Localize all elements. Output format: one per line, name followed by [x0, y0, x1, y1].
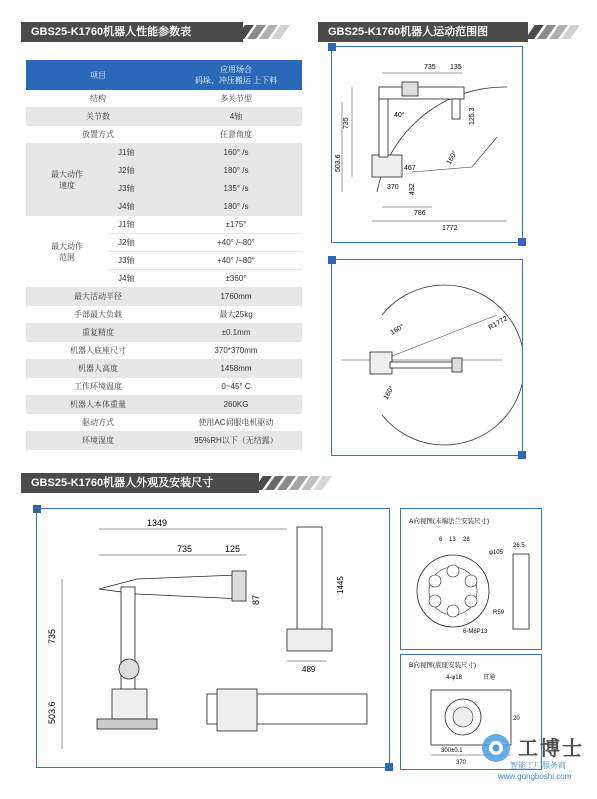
- dim-label: 160°: [445, 149, 459, 166]
- dim-label: 20: [513, 716, 520, 722]
- table-row: [26, 144, 302, 162]
- dim-label: 503.6: [47, 701, 57, 724]
- row-value: 1458mm: [170, 360, 302, 378]
- range-section-title: GBS25-K1760机器人运动范围图: [318, 22, 528, 42]
- dim-label: 4-φ18: [446, 675, 462, 681]
- row-value: ±360°: [170, 270, 302, 288]
- dim-label: 503.6: [335, 154, 342, 172]
- view-a-panel: [400, 508, 542, 650]
- dim-label: R1772: [487, 315, 509, 332]
- dim-label: 735: [177, 544, 193, 554]
- row-value: 160° /s: [170, 144, 302, 162]
- row-value: 0~45° C: [170, 378, 302, 396]
- dim-label: 370: [387, 184, 399, 191]
- panel-corner-mark: [328, 256, 336, 264]
- dim-label: 40°: [394, 112, 405, 119]
- range-label-line2: 范围: [59, 252, 75, 262]
- dim-label: 160°: [382, 384, 396, 401]
- row-value: 1760mm: [170, 288, 302, 306]
- panel-corner-mark: [33, 505, 41, 513]
- table-row: [26, 432, 302, 450]
- dim-label: 26.5: [513, 543, 525, 549]
- table-row: [26, 288, 302, 306]
- range-group-label: [26, 216, 108, 288]
- row-label: 结构: [26, 90, 170, 108]
- axis-label: J2轴: [108, 162, 170, 180]
- dim-label: 735: [424, 64, 436, 71]
- brand-slogan: 智能工厂服务商: [510, 761, 566, 770]
- dim-label: 1445: [336, 576, 345, 594]
- dim-label: 467: [404, 165, 416, 172]
- table-row: [26, 90, 302, 108]
- axis-label: J1轴: [108, 216, 170, 234]
- panel-corner-mark: [328, 43, 336, 51]
- dim-label: 13: [449, 537, 456, 543]
- speed-label-line2: 速度: [59, 180, 75, 190]
- view-a-drawing: [401, 509, 541, 649]
- row-value: +40° /–80°: [170, 234, 302, 252]
- dim-label: R59: [493, 610, 505, 616]
- row-label: 手部最大负载: [26, 306, 170, 324]
- header-application: [170, 60, 302, 90]
- row-value: 任意角度: [170, 126, 302, 144]
- title-stripes-decoration: [530, 25, 578, 39]
- range-label-line1: 最大动作: [51, 241, 83, 251]
- dim-label: 786: [414, 210, 426, 217]
- dim-label: 735: [343, 117, 350, 129]
- row-value: 180° /s: [170, 198, 302, 216]
- dim-label: 735: [47, 628, 57, 644]
- row-value: ±0.1mm: [170, 324, 302, 342]
- view-b-title: B向视图(底座安装尺寸): [409, 662, 477, 669]
- row-value: 260KG: [170, 396, 302, 414]
- dim-label: 6-M6P13: [463, 629, 488, 635]
- performance-spec-table: [26, 60, 302, 450]
- dim-label: 1772: [442, 225, 458, 232]
- axis-label: J2轴: [108, 234, 170, 252]
- table-row: [26, 378, 302, 396]
- brand-url: www.gongboshi.com: [498, 772, 572, 781]
- row-label: 关节数: [26, 108, 170, 126]
- dim-label: 1349: [147, 518, 168, 528]
- header-application-line1: 应用场合: [220, 65, 252, 74]
- header-application-line2: 码垛、冲压搬运 上下料: [194, 76, 278, 85]
- row-value: 370*370mm: [170, 342, 302, 360]
- brand-logo-icon: [480, 732, 512, 764]
- panel-corner-mark: [518, 451, 526, 459]
- axis-label: J3轴: [108, 180, 170, 198]
- panel-corner-mark: [518, 238, 526, 246]
- range-side-view-drawing: [332, 47, 522, 242]
- row-value: 最大25kg: [170, 306, 302, 324]
- table-row: [26, 324, 302, 342]
- row-label: 环境湿度: [26, 432, 170, 450]
- table-row: [26, 360, 302, 378]
- table-row: [26, 342, 302, 360]
- table-row: [26, 306, 302, 324]
- dim-label: φ105: [489, 550, 503, 556]
- title-stripes-decoration: [258, 476, 330, 490]
- row-value: 95%RH以下（无结露）: [170, 432, 302, 450]
- speed-label-line1: 最大动作: [51, 169, 83, 179]
- row-value: 135° /s: [170, 180, 302, 198]
- range-top-view-panel: [331, 259, 523, 456]
- axis-label: J1轴: [108, 144, 170, 162]
- axis-label: J4轴: [108, 198, 170, 216]
- dim-label: 432: [409, 183, 416, 195]
- row-value: 多关节型: [170, 90, 302, 108]
- table-row: [26, 108, 302, 126]
- speed-group-label: [26, 144, 108, 216]
- dim-label: 6: [439, 537, 443, 543]
- table-row: [26, 396, 302, 414]
- dim-label: 160°: [389, 323, 406, 337]
- panel-corner-mark: [385, 763, 393, 771]
- range-side-view-panel: [331, 46, 523, 243]
- dim-label: 贯通: [483, 675, 496, 681]
- params-section-title: GBS25-K1760机器人性能参数表: [21, 22, 243, 42]
- range-top-view-drawing: [332, 260, 522, 455]
- row-value: 180° /s: [170, 162, 302, 180]
- dim-label: 125.3: [469, 107, 476, 125]
- axis-label: J3轴: [108, 252, 170, 270]
- dim-label: 28: [463, 537, 470, 543]
- row-label: 驱动方式: [26, 414, 170, 432]
- table-row: [26, 414, 302, 432]
- dim-label: 135: [450, 64, 462, 71]
- row-value: 使用AC伺服电机驱动: [170, 414, 302, 432]
- row-label: 最大活动半径: [26, 288, 170, 306]
- row-value: 4轴: [170, 108, 302, 126]
- dim-label: 370: [456, 760, 467, 766]
- axis-label: J4轴: [108, 270, 170, 288]
- install-dimensions-panel: [36, 508, 390, 768]
- dim-label: 300±0.1: [441, 748, 463, 754]
- brand-watermark: [480, 732, 595, 792]
- dim-label: 87: [251, 594, 261, 605]
- table-row: [26, 126, 302, 144]
- view-a-title: A向视图(末端法兰安装尺寸): [409, 518, 490, 525]
- table-header-row: [26, 60, 302, 90]
- install-dimensions-drawing: [37, 509, 389, 767]
- row-label: 机器人本体重量: [26, 396, 170, 414]
- header-item: 项目: [26, 60, 170, 90]
- row-label: 放置方式: [26, 126, 170, 144]
- row-value: +40° /–80°: [170, 252, 302, 270]
- table-row: [26, 216, 302, 234]
- dim-label: 125: [225, 544, 241, 554]
- brand-name: 工博士: [518, 738, 584, 760]
- row-label: 机器人底座尺寸: [26, 342, 170, 360]
- dim-label: 489: [302, 665, 316, 674]
- title-stripes-decoration: [240, 25, 288, 39]
- row-label: 机器人高度: [26, 360, 170, 378]
- row-label: 重复精度: [26, 324, 170, 342]
- row-label: 工作环境温度: [26, 378, 170, 396]
- row-value: ±175°: [170, 216, 302, 234]
- install-section-title: GBS25-K1760机器人外观及安装尺寸: [21, 473, 259, 493]
